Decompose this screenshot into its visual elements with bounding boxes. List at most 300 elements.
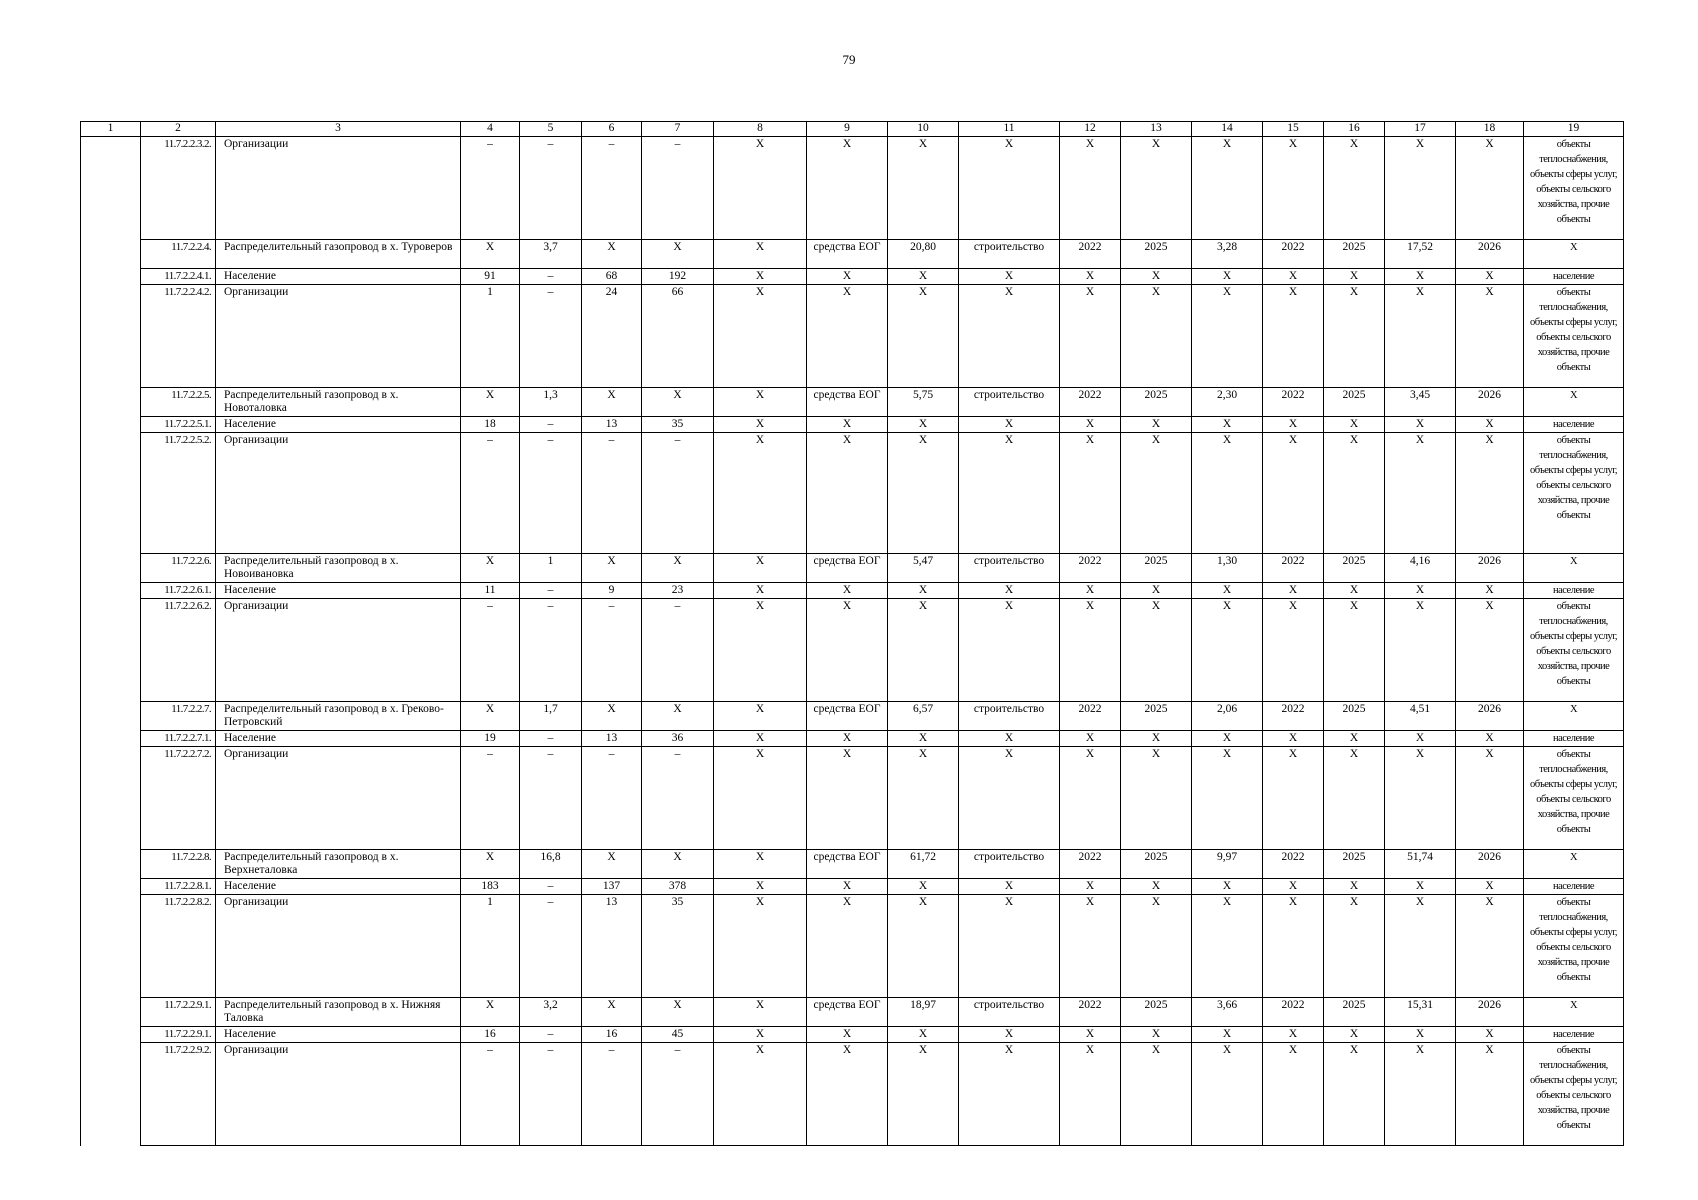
cell-col-12: Х	[1060, 137, 1121, 240]
cell-col-10: Х	[888, 269, 959, 285]
cell-col-7: Х	[642, 388, 714, 417]
cell-col-8: Х	[714, 731, 807, 747]
cell-col-6: Х	[582, 850, 642, 879]
cell-col-17: Х	[1385, 137, 1456, 240]
table-row	[81, 388, 1624, 417]
row-number-cell: 11.7.2.2.5.1.	[141, 417, 216, 433]
cell-col-6: Х	[582, 388, 642, 417]
cell-col-10: 20,80	[888, 240, 959, 269]
table-row	[81, 1043, 1624, 1146]
cell-col-6: –	[582, 1043, 642, 1146]
object-name-cell: Организации	[216, 433, 461, 554]
object-name-cell: Население	[216, 1027, 461, 1043]
cell-col-17: Х	[1385, 731, 1456, 747]
cell-col-5: –	[520, 285, 582, 388]
cell-col-5: –	[520, 879, 582, 895]
cell-col-15: Х	[1263, 417, 1324, 433]
cell-col-5: –	[520, 1043, 582, 1146]
cell-col-12: 2022	[1060, 850, 1121, 879]
cell-col-9: средства ЕОГ	[807, 998, 888, 1027]
note-cell: население	[1524, 417, 1624, 433]
column-header-17: 17	[1385, 122, 1456, 137]
cell-col-10: 5,47	[888, 554, 959, 583]
cell-col-9: Х	[807, 1027, 888, 1043]
cell-col-7: 35	[642, 895, 714, 998]
object-name-cell: Население	[216, 417, 461, 433]
cell-col-5: –	[520, 895, 582, 998]
cell-col-6: 24	[582, 285, 642, 388]
cell-col-5: 1,7	[520, 702, 582, 731]
cell-col-5: 3,2	[520, 998, 582, 1027]
cell-col-15: Х	[1263, 137, 1324, 240]
cell-col-16: Х	[1324, 417, 1385, 433]
cell-col-4: Х	[461, 240, 520, 269]
table-row	[81, 879, 1624, 895]
table-row	[81, 998, 1624, 1027]
cell-col-4: 183	[461, 879, 520, 895]
cell-col-18: Х	[1456, 433, 1524, 554]
cell-col-7: 36	[642, 731, 714, 747]
cell-col-11: Х	[959, 879, 1060, 895]
cell-col-9: средства ЕОГ	[807, 388, 888, 417]
cell-col-8: Х	[714, 285, 807, 388]
cell-col-15: 2022	[1263, 998, 1324, 1027]
cell-col-10: Х	[888, 895, 959, 998]
cell-col-5: –	[520, 731, 582, 747]
cell-col-12: Х	[1060, 583, 1121, 599]
cell-col-12: 2022	[1060, 998, 1121, 1027]
cell-col-11: Х	[959, 747, 1060, 850]
cell-col-9: средства ЕОГ	[807, 554, 888, 583]
cell-col-5: –	[520, 433, 582, 554]
cell-col-14: 1,30	[1192, 554, 1263, 583]
cell-col-6: 16	[582, 1027, 642, 1043]
table-row	[81, 240, 1624, 269]
object-name-cell: Распределительный газопровод в х. Новоивановка	[216, 554, 461, 583]
cell-col-7: Х	[642, 240, 714, 269]
column-header-15: 15	[1263, 122, 1324, 137]
cell-col-4: –	[461, 433, 520, 554]
cell-col-16: 2025	[1324, 388, 1385, 417]
cell-col-17: 17,52	[1385, 240, 1456, 269]
cell-col-5: 16,8	[520, 850, 582, 879]
cell-col-11: Х	[959, 583, 1060, 599]
cell-col-9: Х	[807, 583, 888, 599]
cell-col-8: Х	[714, 599, 807, 702]
cell-col-18: Х	[1456, 417, 1524, 433]
cell-col-12: Х	[1060, 731, 1121, 747]
cell-col-4: Х	[461, 554, 520, 583]
column-header-7: 7	[642, 122, 714, 137]
column-1-cell	[81, 137, 141, 1146]
row-number-cell: 11.7.2.2.5.	[141, 388, 216, 417]
cell-col-7: 192	[642, 269, 714, 285]
cell-col-8: Х	[714, 583, 807, 599]
column-header-4: 4	[461, 122, 520, 137]
cell-col-8: Х	[714, 388, 807, 417]
cell-col-16: Х	[1324, 433, 1385, 554]
cell-col-4: –	[461, 599, 520, 702]
cell-col-13: 2025	[1121, 998, 1192, 1027]
cell-col-14: Х	[1192, 137, 1263, 240]
cell-col-16: Х	[1324, 285, 1385, 388]
cell-col-10: Х	[888, 747, 959, 850]
cell-col-5: –	[520, 1027, 582, 1043]
note-cell: объекты теплоснабжения, объекты сферы услуг, объекты сельского хозяйства, прочие объекты	[1524, 747, 1624, 850]
cell-col-4: –	[461, 1043, 520, 1146]
cell-col-10: 6,57	[888, 702, 959, 731]
cell-col-8: Х	[714, 1027, 807, 1043]
cell-col-14: Х	[1192, 1043, 1263, 1146]
object-name-cell: Организации	[216, 599, 461, 702]
cell-col-18: Х	[1456, 583, 1524, 599]
cell-col-7: 35	[642, 417, 714, 433]
cell-col-18: 2026	[1456, 240, 1524, 269]
cell-col-16: Х	[1324, 583, 1385, 599]
cell-col-5: 1	[520, 554, 582, 583]
cell-col-13: Х	[1121, 583, 1192, 599]
cell-col-12: 2022	[1060, 554, 1121, 583]
cell-col-14: 3,66	[1192, 998, 1263, 1027]
cell-col-6: 13	[582, 731, 642, 747]
cell-col-10: Х	[888, 285, 959, 388]
cell-col-13: 2025	[1121, 554, 1192, 583]
cell-col-18: 2026	[1456, 998, 1524, 1027]
row-number-cell: 11.7.2.2.8.1.	[141, 879, 216, 895]
cell-col-13: 2025	[1121, 702, 1192, 731]
cell-col-7: 23	[642, 583, 714, 599]
object-name-cell: Распределительный газопровод в х. Верхнеталовка	[216, 850, 461, 879]
row-number-cell: 11.7.2.2.7.	[141, 702, 216, 731]
cell-col-14: Х	[1192, 583, 1263, 599]
object-name-cell: Распределительный газопровод в х. Нижняя Таловка	[216, 998, 461, 1027]
cell-col-11: Х	[959, 137, 1060, 240]
cell-col-13: Х	[1121, 269, 1192, 285]
cell-col-16: Х	[1324, 269, 1385, 285]
note-cell: Х	[1524, 388, 1624, 417]
table-row	[81, 554, 1624, 583]
cell-col-10: 61,72	[888, 850, 959, 879]
cell-col-17: Х	[1385, 747, 1456, 850]
cell-col-10: Х	[888, 1043, 959, 1146]
cell-col-17: Х	[1385, 1027, 1456, 1043]
object-name-cell: Организации	[216, 747, 461, 850]
table-row	[81, 702, 1624, 731]
cell-col-6: –	[582, 599, 642, 702]
cell-col-12: Х	[1060, 747, 1121, 850]
cell-col-12: 2022	[1060, 240, 1121, 269]
note-cell: население	[1524, 879, 1624, 895]
cell-col-6: –	[582, 433, 642, 554]
cell-col-13: Х	[1121, 433, 1192, 554]
note-cell: население	[1524, 583, 1624, 599]
cell-col-7: Х	[642, 702, 714, 731]
cell-col-18: 2026	[1456, 702, 1524, 731]
cell-col-10: Х	[888, 433, 959, 554]
cell-col-18: Х	[1456, 747, 1524, 850]
cell-col-9: Х	[807, 599, 888, 702]
cell-col-9: Х	[807, 895, 888, 998]
cell-col-10: Х	[888, 731, 959, 747]
column-header-9: 9	[807, 122, 888, 137]
note-cell: Х	[1524, 240, 1624, 269]
column-header-11: 11	[959, 122, 1060, 137]
cell-col-7: Х	[642, 554, 714, 583]
cell-col-11: строительство	[959, 850, 1060, 879]
cell-col-14: Х	[1192, 417, 1263, 433]
cell-col-17: Х	[1385, 1043, 1456, 1146]
cell-col-5: 3,7	[520, 240, 582, 269]
row-number-cell: 11.7.2.2.6.2.	[141, 599, 216, 702]
cell-col-9: Х	[807, 137, 888, 240]
cell-col-8: Х	[714, 137, 807, 240]
column-header-12: 12	[1060, 122, 1121, 137]
cell-col-17: Х	[1385, 417, 1456, 433]
cell-col-12: Х	[1060, 433, 1121, 554]
cell-col-4: Х	[461, 998, 520, 1027]
note-cell: объекты теплоснабжения, объекты сферы услуг, объекты сельского хозяйства, прочие объекты	[1524, 433, 1624, 554]
table-row	[81, 850, 1624, 879]
note-cell: Х	[1524, 702, 1624, 731]
cell-col-15: 2022	[1263, 554, 1324, 583]
cell-col-8: Х	[714, 895, 807, 998]
cell-col-9: Х	[807, 417, 888, 433]
cell-col-18: 2026	[1456, 388, 1524, 417]
cell-col-18: Х	[1456, 1027, 1524, 1043]
cell-col-15: Х	[1263, 285, 1324, 388]
cell-col-14: Х	[1192, 747, 1263, 850]
cell-col-14: Х	[1192, 879, 1263, 895]
cell-col-16: Х	[1324, 747, 1385, 850]
note-cell: население	[1524, 1027, 1624, 1043]
cell-col-12: 2022	[1060, 388, 1121, 417]
cell-col-4: –	[461, 137, 520, 240]
table-row	[81, 417, 1624, 433]
cell-col-7: –	[642, 599, 714, 702]
page-number: 79	[842, 52, 856, 67]
note-cell: население	[1524, 731, 1624, 747]
note-cell: Х	[1524, 850, 1624, 879]
cell-col-14: Х	[1192, 433, 1263, 554]
table-row	[81, 285, 1624, 388]
cell-col-10: Х	[888, 137, 959, 240]
cell-col-17: 51,74	[1385, 850, 1456, 879]
row-number-cell: 11.7.2.2.4.1.	[141, 269, 216, 285]
cell-col-6: –	[582, 747, 642, 850]
cell-col-5: –	[520, 137, 582, 240]
cell-col-18: Х	[1456, 137, 1524, 240]
cell-col-15: Х	[1263, 433, 1324, 554]
object-name-cell: Население	[216, 731, 461, 747]
cell-col-14: Х	[1192, 895, 1263, 998]
row-number-cell: 11.7.2.2.4.	[141, 240, 216, 269]
cell-col-11: Х	[959, 269, 1060, 285]
row-number-cell: 11.7.2.2.8.	[141, 850, 216, 879]
cell-col-16: Х	[1324, 879, 1385, 895]
cell-col-7: –	[642, 433, 714, 554]
cell-col-7: Х	[642, 850, 714, 879]
cell-col-17: 15,31	[1385, 998, 1456, 1027]
cell-col-11: Х	[959, 599, 1060, 702]
object-name-cell: Население	[216, 269, 461, 285]
cell-col-4: 16	[461, 1027, 520, 1043]
cell-col-16: Х	[1324, 895, 1385, 998]
cell-col-13: Х	[1121, 285, 1192, 388]
cell-col-15: Х	[1263, 1027, 1324, 1043]
cell-col-15: Х	[1263, 731, 1324, 747]
cell-col-4: Х	[461, 388, 520, 417]
note-cell: объекты теплоснабжения, объекты сферы услуг, объекты сельского хозяйства, прочие объекты	[1524, 285, 1624, 388]
note-cell: объекты теплоснабжения, объекты сферы услуг, объекты сельского хозяйства, прочие объекты	[1524, 599, 1624, 702]
cell-col-16: Х	[1324, 1043, 1385, 1146]
row-number-cell: 11.7.2.2.6.1.	[141, 583, 216, 599]
cell-col-8: Х	[714, 433, 807, 554]
cell-col-11: Х	[959, 433, 1060, 554]
object-name-cell: Распределительный газопровод в х. Туроверов	[216, 240, 461, 269]
row-number-cell: 11.7.2.2.9.2.	[141, 1043, 216, 1146]
cell-col-8: Х	[714, 417, 807, 433]
object-name-cell: Распределительный газопровод в х. Греково-Петровский	[216, 702, 461, 731]
cell-col-6: Х	[582, 554, 642, 583]
cell-col-14: Х	[1192, 1027, 1263, 1043]
cell-col-15: Х	[1263, 895, 1324, 998]
object-name-cell: Население	[216, 583, 461, 599]
cell-col-17: Х	[1385, 583, 1456, 599]
cell-col-14: Х	[1192, 599, 1263, 702]
object-name-cell: Организации	[216, 1043, 461, 1146]
cell-col-10: Х	[888, 879, 959, 895]
cell-col-18: 2026	[1456, 554, 1524, 583]
row-number-cell: 11.7.2.2.9.1.	[141, 1027, 216, 1043]
cell-col-10: Х	[888, 1027, 959, 1043]
cell-col-14: Х	[1192, 285, 1263, 388]
column-header-13: 13	[1121, 122, 1192, 137]
cell-col-17: Х	[1385, 433, 1456, 554]
cell-col-15: Х	[1263, 1043, 1324, 1146]
cell-col-13: Х	[1121, 879, 1192, 895]
cell-col-13: 2025	[1121, 240, 1192, 269]
cell-col-9: Х	[807, 747, 888, 850]
cell-col-14: Х	[1192, 731, 1263, 747]
column-header-3: 3	[216, 122, 461, 137]
cell-col-11: Х	[959, 895, 1060, 998]
cell-col-6: Х	[582, 702, 642, 731]
cell-col-18: Х	[1456, 269, 1524, 285]
column-header-2: 2	[141, 122, 216, 137]
cell-col-7: –	[642, 1043, 714, 1146]
row-number-cell: 11.7.2.2.7.2.	[141, 747, 216, 850]
cell-col-13: Х	[1121, 1043, 1192, 1146]
cell-col-5: –	[520, 417, 582, 433]
cell-col-10: Х	[888, 417, 959, 433]
cell-col-11: строительство	[959, 998, 1060, 1027]
cell-col-13: 2025	[1121, 850, 1192, 879]
cell-col-12: Х	[1060, 1027, 1121, 1043]
table-row	[81, 137, 1624, 240]
cell-col-15: Х	[1263, 583, 1324, 599]
table-body	[81, 122, 1624, 1146]
cell-col-17: 4,51	[1385, 702, 1456, 731]
object-name-cell: Организации	[216, 137, 461, 240]
cell-col-7: 378	[642, 879, 714, 895]
cell-col-4: Х	[461, 850, 520, 879]
row-number-cell: 11.7.2.2.4.2.	[141, 285, 216, 388]
column-header-16: 16	[1324, 122, 1385, 137]
column-header-19: 19	[1524, 122, 1624, 137]
cell-col-8: Х	[714, 554, 807, 583]
cell-col-12: Х	[1060, 879, 1121, 895]
table-row	[81, 747, 1624, 850]
cell-col-16: 2025	[1324, 998, 1385, 1027]
cell-col-4: –	[461, 747, 520, 850]
note-cell: Х	[1524, 998, 1624, 1027]
cell-col-8: Х	[714, 850, 807, 879]
cell-col-11: Х	[959, 417, 1060, 433]
cell-col-12: Х	[1060, 599, 1121, 702]
cell-col-7: –	[642, 747, 714, 850]
cell-col-17: 3,45	[1385, 388, 1456, 417]
cell-col-8: Х	[714, 1043, 807, 1146]
cell-col-6: 9	[582, 583, 642, 599]
cell-col-15: Х	[1263, 269, 1324, 285]
cell-col-7: 45	[642, 1027, 714, 1043]
cell-col-13: Х	[1121, 599, 1192, 702]
cell-col-13: Х	[1121, 417, 1192, 433]
cell-col-15: Х	[1263, 747, 1324, 850]
cell-col-8: Х	[714, 747, 807, 850]
cell-col-6: Х	[582, 998, 642, 1027]
cell-col-13: Х	[1121, 137, 1192, 240]
cell-col-11: строительство	[959, 702, 1060, 731]
cell-col-6: 13	[582, 417, 642, 433]
cell-col-14: 3,28	[1192, 240, 1263, 269]
cell-col-12: Х	[1060, 1043, 1121, 1146]
cell-col-12: Х	[1060, 269, 1121, 285]
cell-col-4: 1	[461, 895, 520, 998]
cell-col-7: –	[642, 137, 714, 240]
note-cell: объекты теплоснабжения, объекты сферы услуг, объекты сельского хозяйства, прочие объекты	[1524, 1043, 1624, 1146]
cell-col-7: Х	[642, 998, 714, 1027]
cell-col-6: 68	[582, 269, 642, 285]
cell-col-5: –	[520, 583, 582, 599]
table-row	[81, 731, 1624, 747]
column-header-5: 5	[520, 122, 582, 137]
cell-col-12: Х	[1060, 417, 1121, 433]
cell-col-9: Х	[807, 269, 888, 285]
cell-col-9: Х	[807, 1043, 888, 1146]
cell-col-6: 13	[582, 895, 642, 998]
cell-col-17: Х	[1385, 269, 1456, 285]
cell-col-15: Х	[1263, 599, 1324, 702]
cell-col-6: –	[582, 137, 642, 240]
table-row	[81, 583, 1624, 599]
cell-col-9: средства ЕОГ	[807, 850, 888, 879]
cell-col-4: 91	[461, 269, 520, 285]
cell-col-12: Х	[1060, 895, 1121, 998]
table-row	[81, 895, 1624, 998]
cell-col-17: Х	[1385, 285, 1456, 388]
cell-col-4: 11	[461, 583, 520, 599]
cell-col-17: 4,16	[1385, 554, 1456, 583]
cell-col-4: 19	[461, 731, 520, 747]
cell-col-11: строительство	[959, 240, 1060, 269]
cell-col-10: 18,97	[888, 998, 959, 1027]
cell-col-4: 18	[461, 417, 520, 433]
cell-col-18: Х	[1456, 895, 1524, 998]
cell-col-4: Х	[461, 702, 520, 731]
cell-col-16: 2025	[1324, 702, 1385, 731]
cell-col-16: 2025	[1324, 240, 1385, 269]
